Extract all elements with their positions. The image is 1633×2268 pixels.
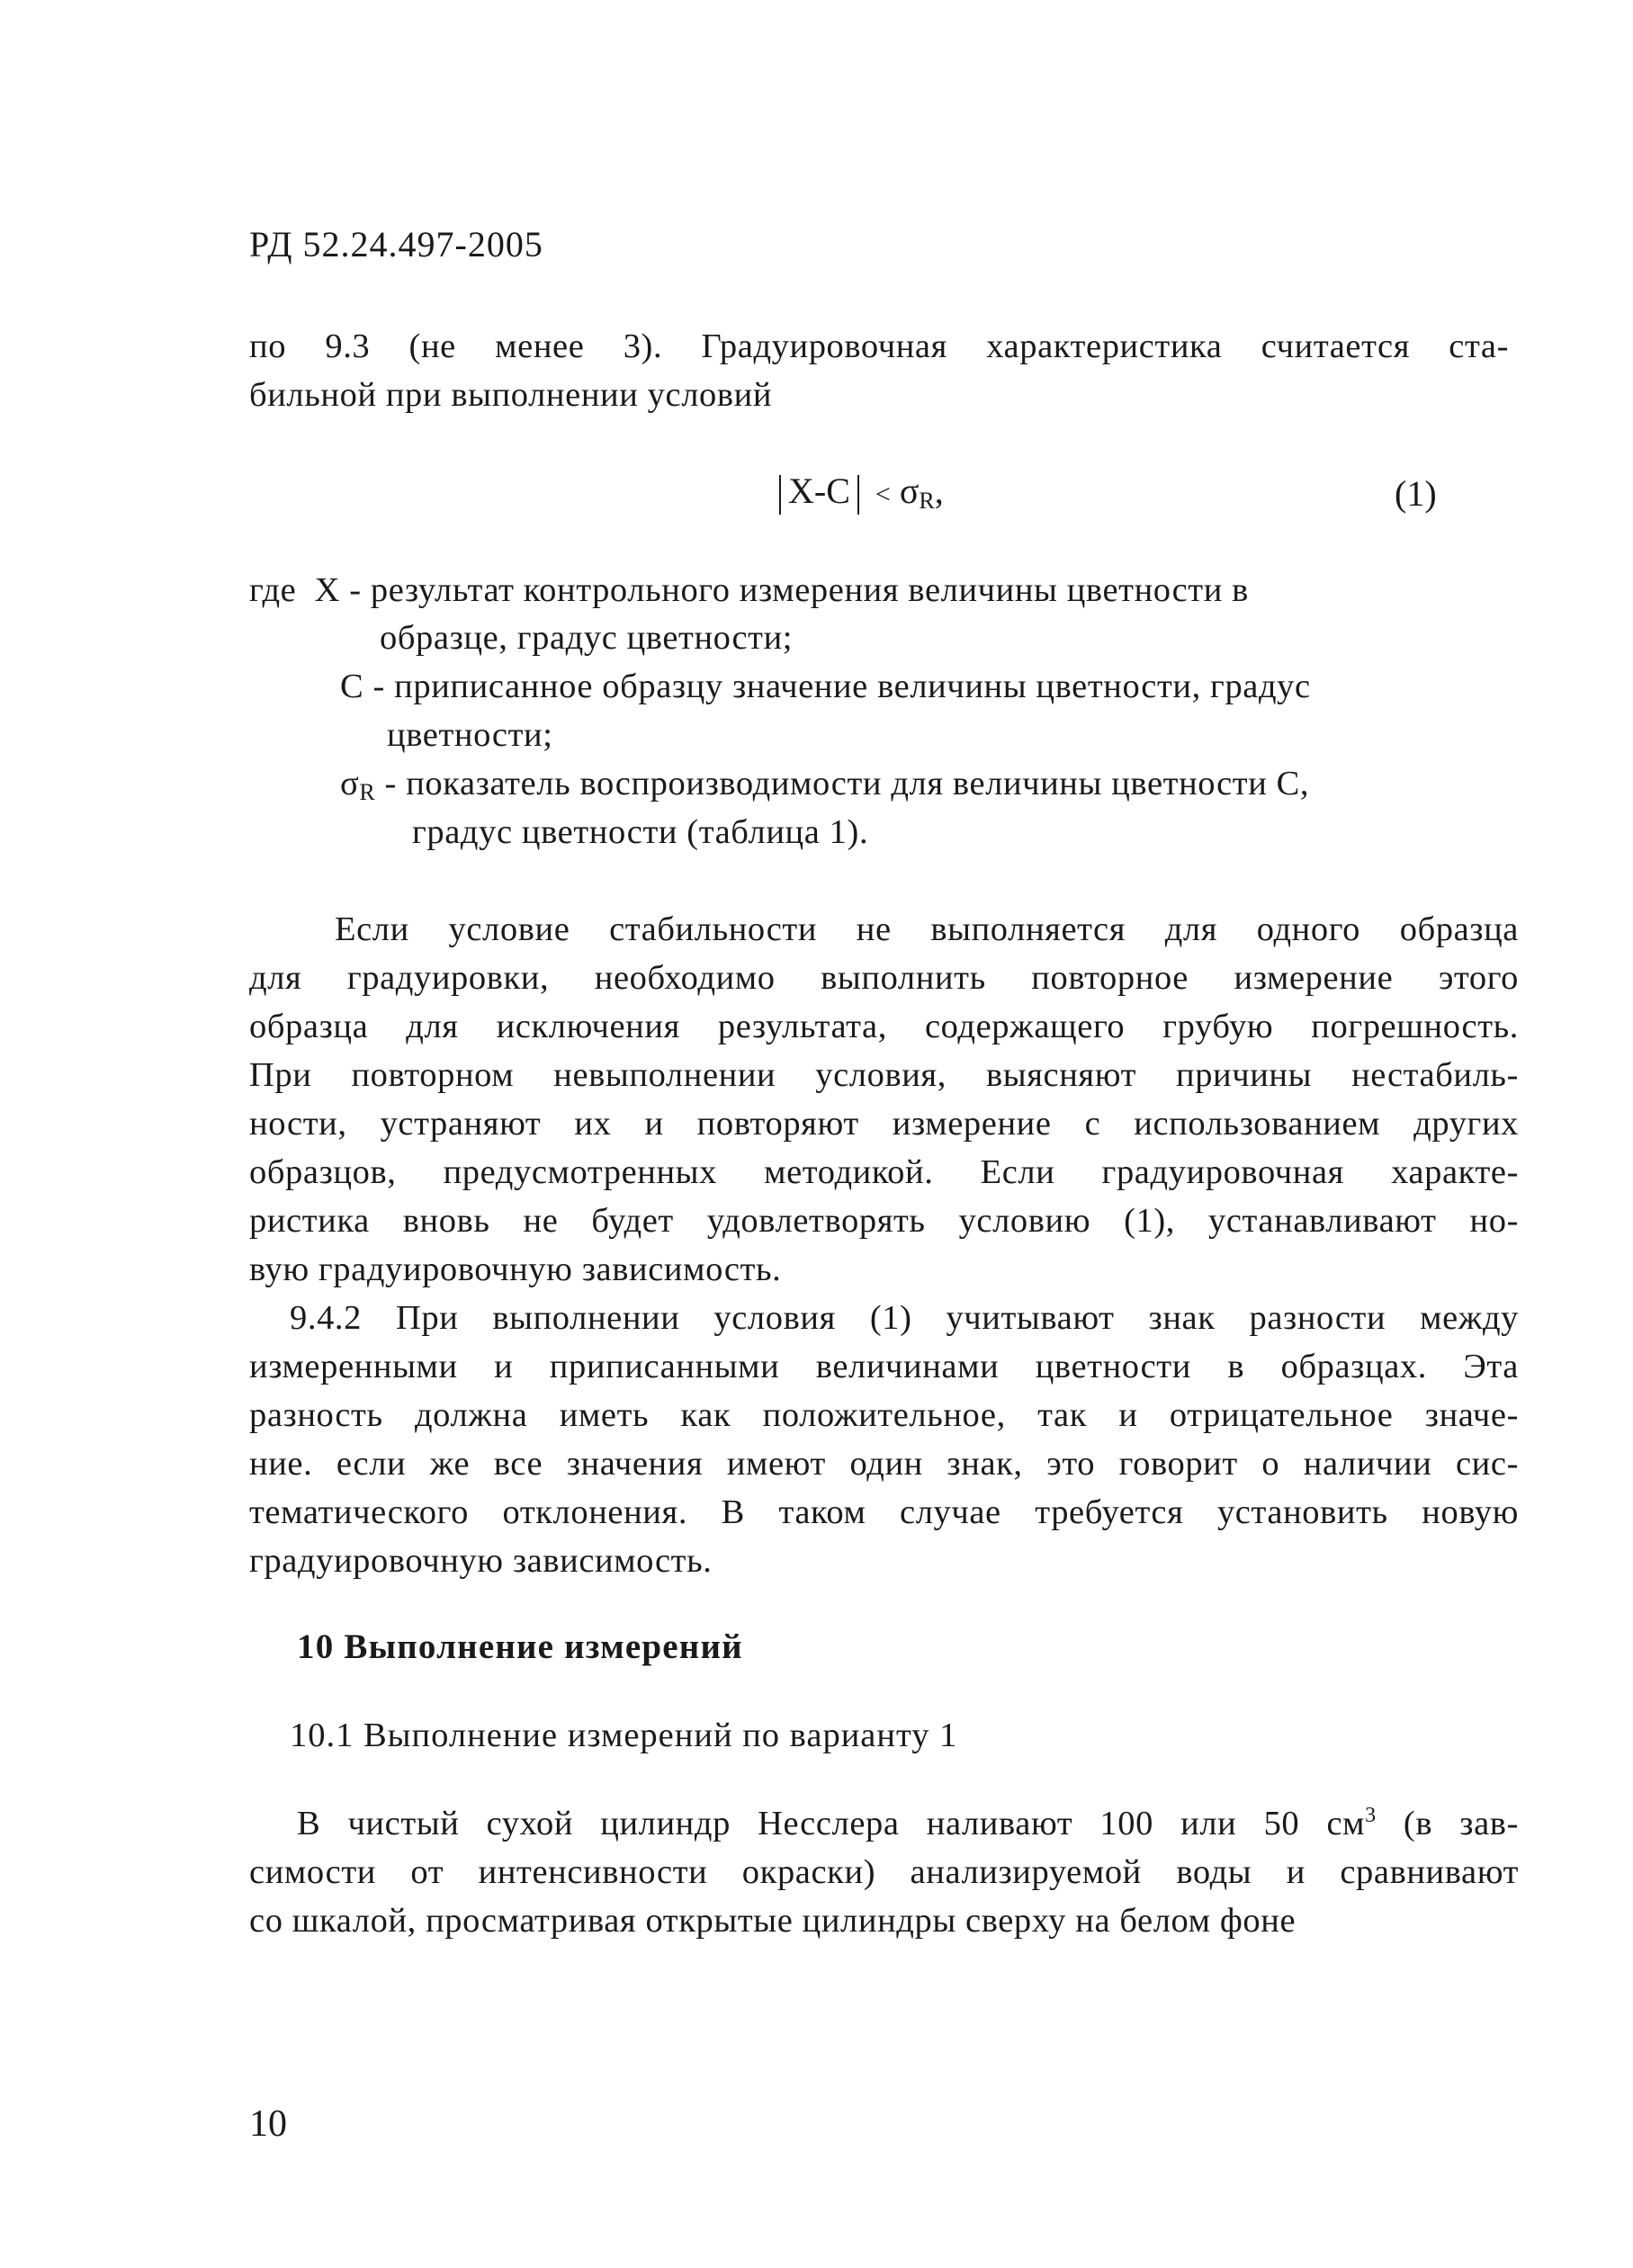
paragraph-line: со шкалой, просматривая открытые цилиндры сверху на белом фоне bbox=[249, 1902, 1297, 1940]
paragraph-line bbox=[297, 1804, 1519, 1843]
page-number: 10 bbox=[249, 2103, 287, 2145]
definition-x bbox=[249, 570, 1249, 610]
paragraph-line: 9.4.2 При выполнении условия (1) учитывают знак разности между bbox=[290, 1299, 1519, 1337]
paragraph-line: Если условие стабильности не выполняется для одного образца bbox=[335, 910, 1519, 948]
document-code: РД 52.24.497-2005 bbox=[249, 224, 543, 264]
formula-sigma: σ bbox=[899, 471, 920, 511]
formula-lhs: X-C bbox=[788, 471, 850, 511]
intro-line-1: по 9.3 (не менее 3). Градуировочная характеристика считается ста- bbox=[249, 327, 1509, 365]
sigma-symbol-sub: R bbox=[359, 779, 376, 805]
where-label: где bbox=[249, 571, 297, 609]
c-definition-line-1: C - приписанное образцу значение величины цветности, градус bbox=[340, 668, 1311, 705]
paragraph-line: ности, устраняют их и повторяют измерение с использованием других bbox=[249, 1105, 1519, 1143]
formula-sigma-sub: R bbox=[919, 488, 935, 514]
paragraph-line: градуировочную зависимость. bbox=[249, 1542, 713, 1580]
paragraph-line: образцов, предусмотренных методикой. Если градуировочная характе- bbox=[249, 1153, 1519, 1191]
paragraph-line: вую градуировочную зависимость. bbox=[249, 1251, 782, 1288]
sigma-symbol: σ bbox=[340, 765, 360, 802]
paragraph-line-pre: В чистый сухой цилиндр Несслера наливают 100 или 50 см bbox=[297, 1805, 1366, 1842]
subsection-heading: 10.1 Выполнение измерений по варианту 1 bbox=[290, 1717, 958, 1754]
section-heading: 10 Выполнение измерений bbox=[297, 1627, 743, 1666]
cubic-superscript: 3 bbox=[1365, 1804, 1377, 1828]
x-definition-line-2: образце, градус цветности; bbox=[380, 619, 794, 657]
paragraph-line: измеренными и приписанными величинами цветности в образцах. Эта bbox=[249, 1348, 1519, 1385]
x-symbol: X bbox=[314, 571, 340, 609]
formula-relation: < bbox=[875, 480, 891, 509]
x-definition-line-1: - результат контрольного измерения величины цветности в bbox=[349, 571, 1249, 609]
paragraph-line: образца для исключения результата, содержащего грубую погрешность. bbox=[249, 1008, 1519, 1045]
paragraph-line: симости от интенсивности окраски) анализируемой воды и сравнивают bbox=[249, 1853, 1519, 1891]
formula-tail: , bbox=[934, 471, 944, 511]
paragraph-line: разность должна иметь как положительное, так и отрицательное значе- bbox=[249, 1396, 1519, 1434]
abs-bar-left bbox=[779, 475, 781, 515]
sigma-definition-line-2: градус цветности (таблица 1). bbox=[412, 813, 869, 851]
equation-number: (1) bbox=[1395, 473, 1437, 514]
paragraph-line: При повторном невыполнении условия, выясняют причины нестабиль- bbox=[249, 1056, 1519, 1094]
abs-bar-right bbox=[857, 475, 859, 515]
c-definition-line-2: цветности; bbox=[387, 716, 553, 754]
intro-line-2: бильной при выполнении условий bbox=[249, 376, 773, 414]
paragraph-line-post: (в зав- bbox=[1376, 1805, 1519, 1842]
sigma-definition-text: - показатель воспроизводимости для величины цветности С, bbox=[384, 765, 1310, 802]
paragraph-line: ристика вновь не будет удовлетворять условию (1), устанавливают но- bbox=[249, 1202, 1519, 1240]
paragraph-line: тематического отклонения. В таком случае требуется установить новую bbox=[249, 1493, 1519, 1531]
paragraph-line: для градуировки, необходимо выполнить повторное измерение этого bbox=[249, 959, 1519, 997]
sigma-definition-line-1 bbox=[340, 764, 1309, 806]
formula bbox=[772, 470, 944, 515]
paragraph-line: ние. если же все значения имеют один знак, это говорит о наличии сис- bbox=[249, 1445, 1519, 1483]
